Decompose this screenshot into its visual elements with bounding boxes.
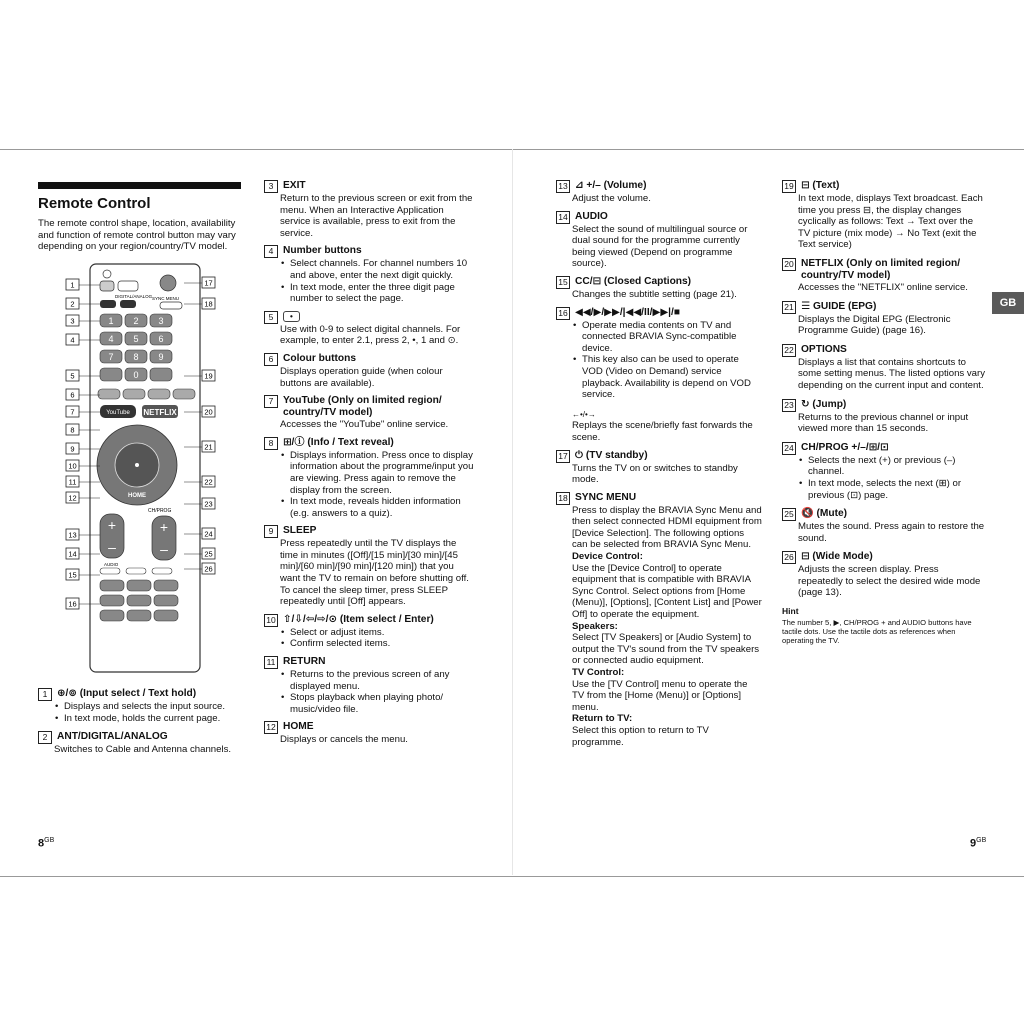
number-key-label: 4 <box>108 334 114 344</box>
callout-number: 5 <box>70 371 75 381</box>
section-title: ⏻ (TV standby) <box>575 449 648 461</box>
hint-text: The number 5, ▶, CH/PROG + and AUDIO buttons have tactile dots. Use the tactile dots as references when operating the TV. <box>782 617 972 645</box>
media-key <box>127 595 151 606</box>
section-24: 24 CH/PROG +/–/⊞/⊡ • Selects the next (+) or previous (–) channel. • In text mode, selects the next (⊞) or previous (⊡) page. <box>782 442 986 501</box>
callout-number: 17 <box>204 278 213 288</box>
region-tab: GB <box>992 292 1024 314</box>
ch-prog-label: CH/PROG <box>148 508 172 514</box>
callout-number: 15 <box>68 570 77 580</box>
svg-text:+: + <box>159 519 169 535</box>
svg-text:–: – <box>108 539 116 555</box>
number-key-label: 3 <box>158 316 164 326</box>
section-title: RETURN <box>283 656 326 668</box>
section-5: 5 • Use with 0-9 to select digital channels. For example, to enter 2.1, press 2, •, 1 and ⊙. <box>264 311 476 347</box>
section-22: 22 OPTIONS Displays a list that contains shortcuts to some setting menus. The listed options vary depending on the current input and content. <box>782 344 986 392</box>
section-title: 🔇 (Mute) <box>801 508 848 520</box>
media-keys <box>100 580 178 621</box>
sec-1-title: ⊕/⊚ (Input select / Text hold) <box>57 688 197 699</box>
callout-number: 7 <box>70 407 75 417</box>
page-title: Remote Control <box>38 195 151 212</box>
callout-number: 21 <box>204 442 213 452</box>
title-bar <box>38 182 241 189</box>
section-title: HOME <box>283 721 314 733</box>
callout-number: 6 <box>70 390 75 400</box>
section-title: ☰ GUIDE (EPG) <box>801 300 877 312</box>
media-key <box>154 610 178 621</box>
section-title: SYNC MENU <box>575 491 637 503</box>
section-title: OPTIONS <box>801 343 847 355</box>
media-key <box>100 595 124 606</box>
audio-label: AUDIO <box>104 562 119 567</box>
callout-number: 12 <box>68 493 77 503</box>
section-9: 9 SLEEP Press repeatedly until the TV displays the time in minutes ([Off]/[15 min]/[30 min]/[45 min]/[60 min]/[90 min]/[120 min]) that you want the TV to remain on before shutting off. To cancel the sleep timer, press SLEEP repeatedly until [Off] appears. <box>264 525 476 608</box>
section-title: CC/⊟ (Closed Captions) <box>575 275 692 287</box>
section-3: 3 EXIT Return to the previous screen or exit from the menu. When an Interactive Application service is available, press to exit from the service. <box>264 180 476 239</box>
intro-text: The remote control shape, location, availability and function of remote control button may vary depending on your region/country/TV model. <box>38 218 236 253</box>
section-14: 14 AUDIO Select the sound of multilingual source or dual sound for the programme currently being viewed (Depend on programme source). <box>556 211 762 270</box>
section-6: 6 Colour buttons Displays operation guide (when colour buttons are available). <box>264 353 476 389</box>
section-17: 17 ⏻ (TV standby) Turns the TV on or switches to standby mode. <box>556 450 762 486</box>
callout-number: 2 <box>70 299 75 309</box>
callout-number: 23 <box>204 499 213 509</box>
number-key-label: 5 <box>133 334 139 344</box>
sync-menu-label: SYNC MENU <box>152 296 180 301</box>
callout-number: 22 <box>204 477 213 487</box>
section-11: 11 RETURN • Returns to the previous screen of any displayed menu. • Stops playback when playing photo/ music/video file. <box>264 656 476 715</box>
section-13: 13 ⊿ +/– (Volume) Adjust the volume. <box>556 180 762 205</box>
column-3 <box>556 180 762 754</box>
callout-number: 24 <box>204 529 213 539</box>
section-title: AUDIO <box>575 210 608 222</box>
media-key <box>154 580 178 591</box>
section-title: SLEEP <box>283 525 317 537</box>
sec-2-title: ANT/DIGITAL/ANALOG <box>57 731 168 743</box>
media-key <box>127 580 151 591</box>
page-number-right: $9^{GB}$ <box>970 837 987 850</box>
number-key-label: 0 <box>133 370 139 380</box>
section-15: 15 CC/⊟ (Closed Captions) Changes the subtitle setting (page 21). <box>556 276 762 301</box>
callout-number: 11 <box>68 477 77 487</box>
callout-number: 20 <box>204 407 213 417</box>
media-key <box>100 610 124 621</box>
number-key-label: 1 <box>108 316 114 326</box>
callout-number: 25 <box>204 549 213 559</box>
section-12: 12 HOME Displays or cancels the menu. <box>264 721 476 746</box>
svg-text:–: – <box>160 541 168 557</box>
section-title: YouTube (Only on limited region/ country/TV model) <box>283 395 442 419</box>
section-title: ⊿ +/– (Volume) <box>575 180 647 191</box>
section-title: ⊟ (Wide Mode) <box>801 551 873 563</box>
home-label: HOME <box>128 493 146 499</box>
section-7: 7 YouTube (Only on limited region/ country/TV model) Accesses the "YouTube" online service. <box>264 395 476 431</box>
section-title: ⊞/ⓘ (Info / Text reveal) <box>283 436 394 448</box>
left-legend: 1 ⊕/⊚ (Input select / Text hold) • Displays and selects the input source. • In text mode, holds the current page. 2 ANT/DIGITAL/ANALOG Switches to Cable and Antenna channels. <box>38 688 248 763</box>
number-key-label: 8 <box>133 352 139 362</box>
youtube-label: YouTube <box>106 410 130 416</box>
callout-number: 8 <box>70 425 75 435</box>
page-fold <box>512 149 513 875</box>
media-key <box>154 595 178 606</box>
callout-number: 9 <box>70 444 75 454</box>
callout-number: 10 <box>68 461 77 471</box>
remote-illustration <box>60 262 230 674</box>
section-25: 25 🔇 (Mute) Mutes the sound. Press again to restore the sound. <box>782 508 986 544</box>
section-23: 23 ↻ (Jump) Returns to the previous channel or input viewed more than 15 seconds. <box>782 399 986 435</box>
column-4 <box>782 180 986 645</box>
section-title: EXIT <box>283 180 306 191</box>
callout-number: 4 <box>70 335 75 345</box>
number-key-label: 6 <box>158 334 164 344</box>
section-title: ⇧/⇩/⇦/⇨/⊙ (Item select / Enter) <box>283 613 434 625</box>
aux-key <box>150 368 172 381</box>
section-title: ⊟ (Text) <box>801 180 840 191</box>
callout-number: 1 <box>70 280 75 290</box>
media-key <box>100 580 124 591</box>
section-20: 20 NETFLIX (Only on limited region/ country/TV model) Accesses the "NETFLIX" online service. <box>782 258 986 294</box>
digital-analog-label: DIGITAL/ANALOG <box>115 294 153 299</box>
section-title: Number buttons <box>283 245 362 257</box>
callout-number: 13 <box>68 530 77 540</box>
number-key-label: 2 <box>133 316 139 326</box>
section-10: 10 ⇧/⇩/⇦/⇨/⊙ (Item select / Enter) • Select or adjust items. • Confirm selected items. <box>264 614 476 650</box>
section-19: 19 ⊟ (Text) In text mode, displays Text broadcast. Each time you press ⊟, the display changes cyclically as follows: Text → Text over the TV picture (mix mode) → No Text (exit the Text service) <box>782 180 986 251</box>
callout-number: 3 <box>70 316 75 326</box>
netflix-label: NETFLIX <box>143 408 177 417</box>
section-16: 16 ◀◀/▶/▶▶/|◀◀/II/▶▶|/■ • Operate media contents on TV and connected BRAVIA Sync-compatible device. • This key also can be used to operate VOD (Video on Demand) service playback. Availability is depend on VOD service. ←•/•→ Replays the scene/briefly fast forwards the scene. <box>556 307 762 444</box>
section-26: 26 ⊟ (Wide Mode) Adjusts the screen display. Press repeatedly to select the desired wide mode (page 13). <box>782 551 986 599</box>
number-key-label: 7 <box>108 352 114 362</box>
callout-number: 18 <box>204 299 213 309</box>
section-4: 4 Number buttons • Select channels. For channel numbers 10 and above, enter the next digit quickly. • In text mode, enter the three digit page number to select the page. <box>264 245 476 304</box>
section-title: ↻ (Jump) <box>801 398 847 410</box>
number-key-label: 9 <box>158 352 164 362</box>
section-title: CH/PROG +/–/⊞/⊡ <box>801 441 889 453</box>
callout-number: 16 <box>68 599 77 609</box>
section-8: 8 ⊞/ⓘ (Info / Text reveal) • Displays information. Press once to display information about the programme/input you are viewing. Press again to remove the display from the screen. • In text mode, reveals hidden information (e.g. answers to a quiz). <box>264 437 476 520</box>
column-2 <box>264 180 476 752</box>
section-title: Colour buttons <box>283 352 356 364</box>
callout-number: 19 <box>204 371 213 381</box>
callout-number: 26 <box>204 564 213 574</box>
section-21: 21 ☰ GUIDE (EPG) Displays the Digital EPG (Electronic Programme Guide) (page 16). <box>782 301 986 337</box>
section-18: 18 SYNC MENU Press to display the BRAVIA Sync Menu and then select connected HDMI equipment from [Device Selection]. The following options can be selected from BRAVIA Sync Menu. Device Control: Use the [Device Control] to operate equipment that is compatible with BRAVIA Sync Control. Select options from [Home (Menu)], [Options], [Content List] and [Power Off] to operate the equipment. Speakers: Select [TV Speakers] or [Audio System] to output the TV's sound from the TV speakers or connected audio equipment. TV Control: Use the [TV Control] menu to operate the TV from the [Home (Menu)] or [Options] menu. Return to TV: Select this option to return to TV programme. <box>556 492 762 748</box>
page-number-left: $8^{GB}$ <box>38 837 55 850</box>
aux-key <box>100 368 122 381</box>
media-key <box>127 610 151 621</box>
hint-title: Hint <box>782 606 799 617</box>
callout-number: 14 <box>68 549 77 559</box>
section-title: ◀◀/▶/▶▶/|◀◀/II/▶▶|/■ <box>575 306 681 318</box>
section-title: NETFLIX (Only on limited region/ country/TV model) <box>801 257 961 281</box>
svg-text:+: + <box>107 517 117 533</box>
